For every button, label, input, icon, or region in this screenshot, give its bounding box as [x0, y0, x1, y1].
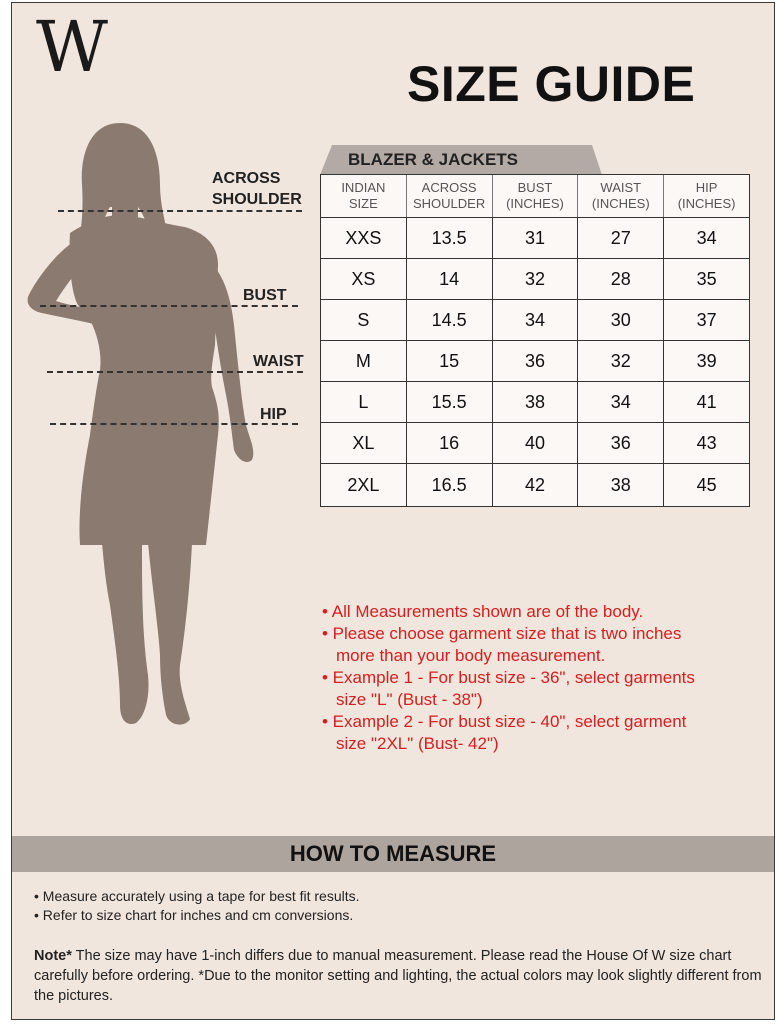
how-to-measure-title: HOW TO MEASURE	[289, 841, 497, 866]
cell-size: M	[321, 341, 407, 382]
shoulder-guide-line	[58, 210, 302, 212]
how-to-item: • Refer to size chart for inches and cm conversions.	[34, 907, 354, 923]
note-item-continued: more than your body measurement.	[336, 646, 606, 665]
table-category-tab	[320, 145, 602, 175]
cell-size: XS	[321, 259, 407, 300]
note-item-continued: size "2XL" (Bust- 42")	[336, 734, 499, 753]
cell-bust: 36	[492, 341, 578, 382]
cell-hip: 43	[664, 423, 750, 464]
cell-hip: 39	[664, 341, 750, 382]
cell-shoulder: 13.5	[406, 218, 492, 259]
cell-waist: 27	[578, 218, 664, 259]
cell-shoulder: 16	[406, 423, 492, 464]
cell-waist: 36	[578, 423, 664, 464]
brand-logo: W	[36, 6, 102, 88]
header-indian-size: INDIAN SIZE	[321, 175, 407, 218]
note-item: • Example 2 - For bust size - 40", select garment	[322, 712, 687, 731]
table-row	[321, 341, 750, 382]
cell-waist: 28	[578, 259, 664, 300]
table-category-label: BLAZER & JACKETS	[348, 150, 519, 169]
across-shoulder-label	[212, 168, 302, 210]
note-text: The size may have 1-inch differs due to manual measurement. Please read the House Of W size chart carefully before ordering. *Due to the monitor setting and lighting, the actual colors may look slightly different from the pictures.	[34, 948, 762, 1004]
waist-guide-line	[47, 371, 303, 373]
cell-bust: 40	[492, 423, 578, 464]
cell-shoulder: 15	[406, 341, 492, 382]
cell-bust: 31	[492, 218, 578, 259]
cell-bust: 38	[492, 382, 578, 423]
cell-bust: 34	[492, 300, 578, 341]
page-title: SIZE GUIDE	[407, 56, 696, 112]
how-to-item: • Measure accurately using a tape for best fit results.	[34, 888, 360, 904]
cell-shoulder: 15.5	[406, 382, 492, 423]
table-row	[321, 464, 750, 507]
bust-guide-line	[40, 305, 298, 307]
cell-shoulder: 16.5	[406, 464, 492, 507]
cell-shoulder: 14.5	[406, 300, 492, 341]
how-to-measure-band	[12, 836, 774, 872]
table-row	[321, 259, 750, 300]
bust-label: BUST	[243, 287, 287, 304]
disclaimer-note	[34, 946, 764, 1006]
measurement-notes	[322, 601, 752, 755]
cell-hip: 45	[664, 464, 750, 507]
cell-size: 2XL	[321, 464, 407, 507]
header-waist: WAIST (INCHES)	[578, 175, 664, 218]
how-to-measure-list	[34, 887, 360, 925]
header-bust: BUST (INCHES)	[492, 175, 578, 218]
header-hip: HIP (INCHES)	[664, 175, 750, 218]
cell-hip: 35	[664, 259, 750, 300]
across-shoulder-label-line2: SHOULDER	[212, 191, 302, 208]
cell-shoulder: 14	[406, 259, 492, 300]
cell-hip: 34	[664, 218, 750, 259]
cell-size: L	[321, 382, 407, 423]
cell-hip: 37	[664, 300, 750, 341]
cell-waist: 32	[578, 341, 664, 382]
hip-label: HIP	[260, 406, 287, 423]
note-item: • All Measurements shown are of the body.	[322, 602, 644, 621]
table-row	[321, 218, 750, 259]
note-label: Note*	[34, 948, 72, 964]
across-shoulder-label-line1: ACROSS	[212, 170, 281, 187]
waist-label: WAIST	[253, 353, 304, 370]
size-table	[320, 174, 750, 507]
table-header-row	[321, 175, 750, 218]
cell-hip: 41	[664, 382, 750, 423]
cell-waist: 38	[578, 464, 664, 507]
cell-bust: 42	[492, 464, 578, 507]
note-item: • Example 1 - For bust size - 36", select garments	[322, 668, 695, 687]
cell-size: S	[321, 300, 407, 341]
note-item: • Please choose garment size that is two inches	[322, 624, 682, 643]
header-across-shoulder: ACROSS SHOULDER	[406, 175, 492, 218]
cell-bust: 32	[492, 259, 578, 300]
note-item-continued: size "L" (Bust - 38")	[336, 690, 483, 709]
cell-size: XL	[321, 423, 407, 464]
table-row	[321, 382, 750, 423]
table-row	[321, 423, 750, 464]
cell-size: XXS	[321, 218, 407, 259]
hip-guide-line	[50, 423, 298, 425]
cell-waist: 30	[578, 300, 664, 341]
cell-waist: 34	[578, 382, 664, 423]
table-row	[321, 300, 750, 341]
